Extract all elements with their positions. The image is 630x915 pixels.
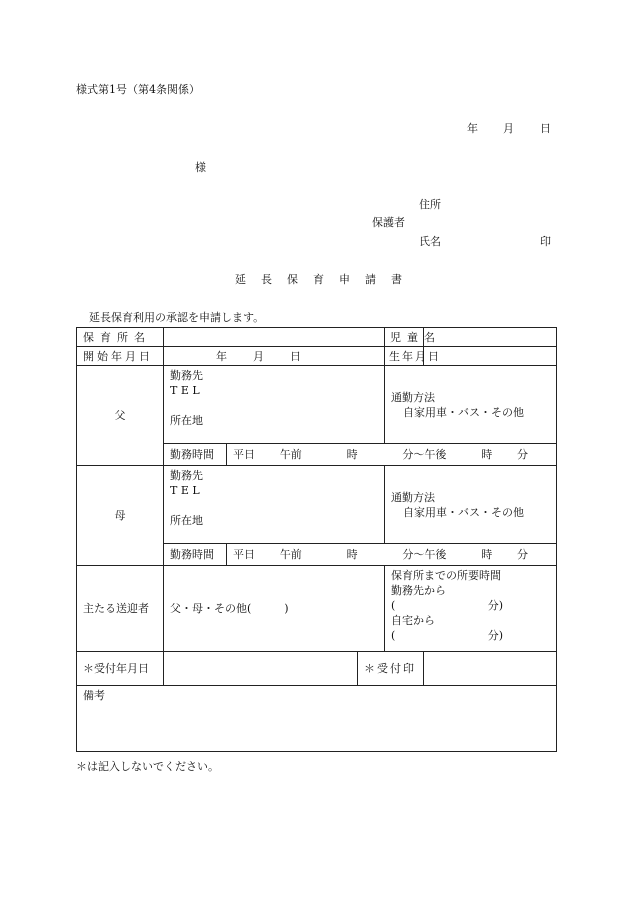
mother-am: 午前 [279, 548, 302, 561]
form-number: 様式第1号（第4条関係） [76, 83, 200, 96]
escort-options[interactable]: 父・母・その他( ) [164, 566, 385, 652]
mother-workplace-label: 勤務先 [170, 469, 203, 482]
seal-label: 印 [540, 235, 551, 248]
father-workplace-label: 勤務先 [170, 369, 203, 382]
travel-time-cell[interactable] [385, 566, 557, 652]
start-date-label: 開始年月日 [77, 347, 164, 366]
father-workplace-cell[interactable] [164, 366, 385, 444]
father-work-hours-field[interactable] [227, 444, 557, 466]
child-name-field[interactable] [424, 328, 557, 347]
from-work-minutes[interactable]: ( 分) [391, 599, 504, 612]
name-label: 氏名 [419, 235, 441, 248]
guardian-label: 保護者 [372, 216, 405, 229]
start-date-field[interactable] [164, 347, 385, 366]
mother-minute-end: 分 [516, 548, 528, 561]
from-home-label: 自宅から [391, 614, 436, 627]
mother-hour-start: 時 [346, 548, 358, 561]
mother-tel-label: T E L [170, 484, 200, 497]
father-hour-end: 時 [481, 448, 493, 461]
remarks-cell[interactable] [77, 686, 557, 752]
father-work-hours-label: 勤務時間 [164, 444, 227, 466]
mother-commute-label: 通勤方法 [391, 490, 436, 504]
escort-label: 主たる送迎者 [77, 566, 164, 652]
from-home-minutes[interactable]: ( 分) [391, 629, 504, 642]
from-work-label: 勤務先から [391, 584, 447, 597]
father-label: 父 [77, 366, 164, 466]
mother-weekday: 平日 [233, 548, 255, 561]
travel-time-label: 保育所までの所要時間 [391, 569, 502, 582]
mother-hour-end: 時 [481, 548, 493, 561]
mother-work-hours-field[interactable] [227, 544, 557, 566]
mother-work-hours-label: 勤務時間 [164, 544, 227, 566]
start-month: 月 [253, 349, 264, 363]
received-seal-label: ＊受付印 [358, 652, 424, 686]
child-name-label: 児童名 [385, 328, 424, 347]
father-commute-cell[interactable] [385, 366, 557, 444]
received-date-label: ＊受付年月日 [77, 652, 164, 686]
nursery-name-label: 保育所名 [77, 328, 164, 347]
birth-date-label: 生年月日 [385, 347, 424, 366]
document-title: 延長保育申請書 [235, 273, 417, 286]
father-minute-end: 分 [516, 448, 528, 461]
father-min-to-pm: 分〜午後 [402, 448, 447, 461]
received-seal-field[interactable] [424, 652, 557, 686]
received-date-field[interactable] [164, 652, 358, 686]
date-month: 月 [503, 122, 514, 135]
mother-workplace-cell[interactable] [164, 466, 385, 544]
father-location-label: 所在地 [170, 414, 203, 427]
start-year: 年 [216, 349, 227, 363]
date-day: 日 [540, 122, 551, 135]
father-hour-start: 時 [346, 448, 358, 461]
application-table [76, 327, 557, 752]
remarks-label: 備考 [83, 689, 105, 702]
addressee-suffix: 様 [195, 161, 206, 174]
father-tel-label: T E L [170, 384, 200, 397]
intro-text: 延長保育利用の承認を申請します。 [89, 311, 265, 324]
father-weekday: 平日 [233, 448, 255, 461]
father-commute-options: 自家用車・バス・その他 [403, 405, 525, 419]
mother-min-to-pm: 分〜午後 [402, 548, 447, 561]
mother-commute-cell[interactable] [385, 466, 557, 544]
birth-date-field[interactable] [424, 347, 557, 366]
mother-commute-options: 自家用車・バス・その他 [403, 505, 525, 519]
mother-label: 母 [77, 466, 164, 566]
nursery-name-field[interactable] [164, 328, 385, 347]
date-year: 年 [467, 122, 478, 135]
father-commute-label: 通勤方法 [391, 390, 436, 404]
mother-location-label: 所在地 [170, 514, 203, 527]
address-label: 住所 [419, 198, 441, 211]
footer-note: ＊は記入しないでください。 [76, 760, 219, 773]
father-am: 午前 [279, 448, 302, 461]
start-day: 日 [290, 349, 301, 363]
